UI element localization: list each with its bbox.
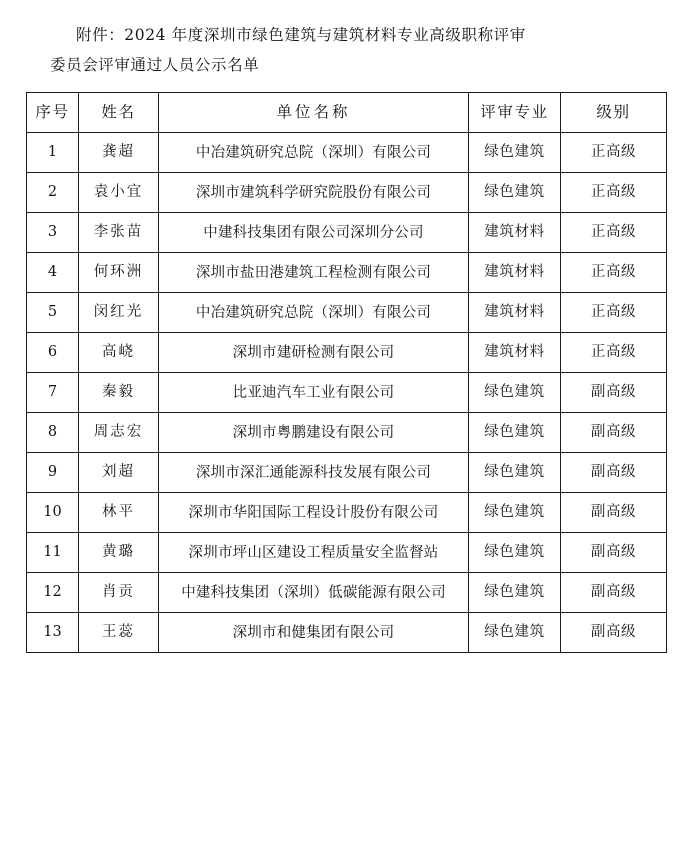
- cell-major: 绿色建筑: [469, 573, 561, 613]
- cell-level: 副高级: [561, 453, 667, 493]
- column-header-level: 级别: [561, 93, 667, 133]
- cell-level: 副高级: [561, 413, 667, 453]
- cell-name: 何环洲: [79, 253, 159, 293]
- cell-name: 袁小宜: [79, 173, 159, 213]
- cell-no: 10: [27, 493, 79, 533]
- table-row: [27, 453, 667, 493]
- cell-no: 4: [27, 253, 79, 293]
- cell-level: 副高级: [561, 533, 667, 573]
- cell-name: 闵红光: [79, 293, 159, 333]
- cell-level: 正高级: [561, 293, 667, 333]
- table-row: [27, 613, 667, 653]
- cell-name: 肖贡: [79, 573, 159, 613]
- cell-major: 绿色建筑: [469, 493, 561, 533]
- cell-level: 副高级: [561, 613, 667, 653]
- cell-name: 秦毅: [79, 373, 159, 413]
- cell-name: 王蕊: [79, 613, 159, 653]
- cell-level: 正高级: [561, 333, 667, 373]
- table-row: [27, 493, 667, 533]
- cell-major: 绿色建筑: [469, 373, 561, 413]
- cell-unit: 深圳市华阳国际工程设计股份有限公司: [159, 493, 469, 533]
- cell-level: 副高级: [561, 493, 667, 533]
- table-row: [27, 333, 667, 373]
- cell-level: 正高级: [561, 213, 667, 253]
- cell-level: 正高级: [561, 173, 667, 213]
- cell-no: 13: [27, 613, 79, 653]
- cell-no: 5: [27, 293, 79, 333]
- cell-unit: 深圳市和健集团有限公司: [159, 613, 469, 653]
- approved-personnel-table: [26, 92, 667, 653]
- cell-major: 建筑材料: [469, 333, 561, 373]
- cell-no: 8: [27, 413, 79, 453]
- column-header-unit: 单位名称: [159, 93, 469, 133]
- cell-no: 7: [27, 373, 79, 413]
- table-row: [27, 293, 667, 333]
- cell-unit: 中建科技集团（深圳）低碳能源有限公司: [159, 573, 469, 613]
- column-header-name: 姓名: [79, 93, 159, 133]
- table-row: [27, 533, 667, 573]
- cell-name: 周志宏: [79, 413, 159, 453]
- cell-no: 12: [27, 573, 79, 613]
- cell-name: 李张苗: [79, 213, 159, 253]
- cell-unit: 中建科技集团有限公司深圳分公司: [159, 213, 469, 253]
- table-row: [27, 413, 667, 453]
- cell-unit: 比亚迪汽车工业有限公司: [159, 373, 469, 413]
- column-header-no: 序号: [27, 93, 79, 133]
- cell-unit: 深圳市坪山区建设工程质量安全监督站: [159, 533, 469, 573]
- cell-major: 绿色建筑: [469, 453, 561, 493]
- cell-level: 副高级: [561, 373, 667, 413]
- cell-name: 龚超: [79, 133, 159, 173]
- page-title-line-2: 委员会评审通过人员公示名单: [50, 56, 260, 74]
- cell-no: 6: [27, 333, 79, 373]
- table-row: [27, 253, 667, 293]
- table-body: [27, 133, 667, 653]
- cell-major: 绿色建筑: [469, 133, 561, 173]
- cell-major: 绿色建筑: [469, 413, 561, 453]
- cell-unit: 深圳市盐田港建筑工程检测有限公司: [159, 253, 469, 293]
- cell-unit: 深圳市粤鹏建设有限公司: [159, 413, 469, 453]
- cell-unit: 中冶建筑研究总院（深圳）有限公司: [159, 133, 469, 173]
- cell-unit: 深圳市深汇通能源科技发展有限公司: [159, 453, 469, 493]
- table-row: [27, 213, 667, 253]
- cell-major: 建筑材料: [469, 253, 561, 293]
- table-row: [27, 573, 667, 613]
- cell-level: 正高级: [561, 133, 667, 173]
- cell-name: 高峣: [79, 333, 159, 373]
- cell-name: 黄璐: [79, 533, 159, 573]
- cell-no: 9: [27, 453, 79, 493]
- cell-major: 绿色建筑: [469, 173, 561, 213]
- cell-major: 建筑材料: [469, 213, 561, 253]
- cell-major: 绿色建筑: [469, 613, 561, 653]
- cell-no: 11: [27, 533, 79, 573]
- cell-major: 绿色建筑: [469, 533, 561, 573]
- cell-no: 1: [27, 133, 79, 173]
- cell-no: 3: [27, 213, 79, 253]
- page-title: [24, 20, 666, 80]
- cell-name: 刘超: [79, 453, 159, 493]
- cell-unit: 深圳市建筑科学研究院股份有限公司: [159, 173, 469, 213]
- cell-level: 副高级: [561, 573, 667, 613]
- page-title-line-1: 附件：2024 年度深圳市绿色建筑与建筑材料专业高级职称评审: [76, 26, 526, 44]
- table-header-row: [27, 93, 667, 133]
- table-row: [27, 173, 667, 213]
- table-row: [27, 373, 667, 413]
- cell-no: 2: [27, 173, 79, 213]
- column-header-major: 评审专业: [469, 93, 561, 133]
- cell-name: 林平: [79, 493, 159, 533]
- cell-major: 建筑材料: [469, 293, 561, 333]
- table-row: [27, 133, 667, 173]
- cell-level: 正高级: [561, 253, 667, 293]
- table-header: [27, 93, 667, 133]
- cell-unit: 中冶建筑研究总院（深圳）有限公司: [159, 293, 469, 333]
- cell-unit: 深圳市建研检测有限公司: [159, 333, 469, 373]
